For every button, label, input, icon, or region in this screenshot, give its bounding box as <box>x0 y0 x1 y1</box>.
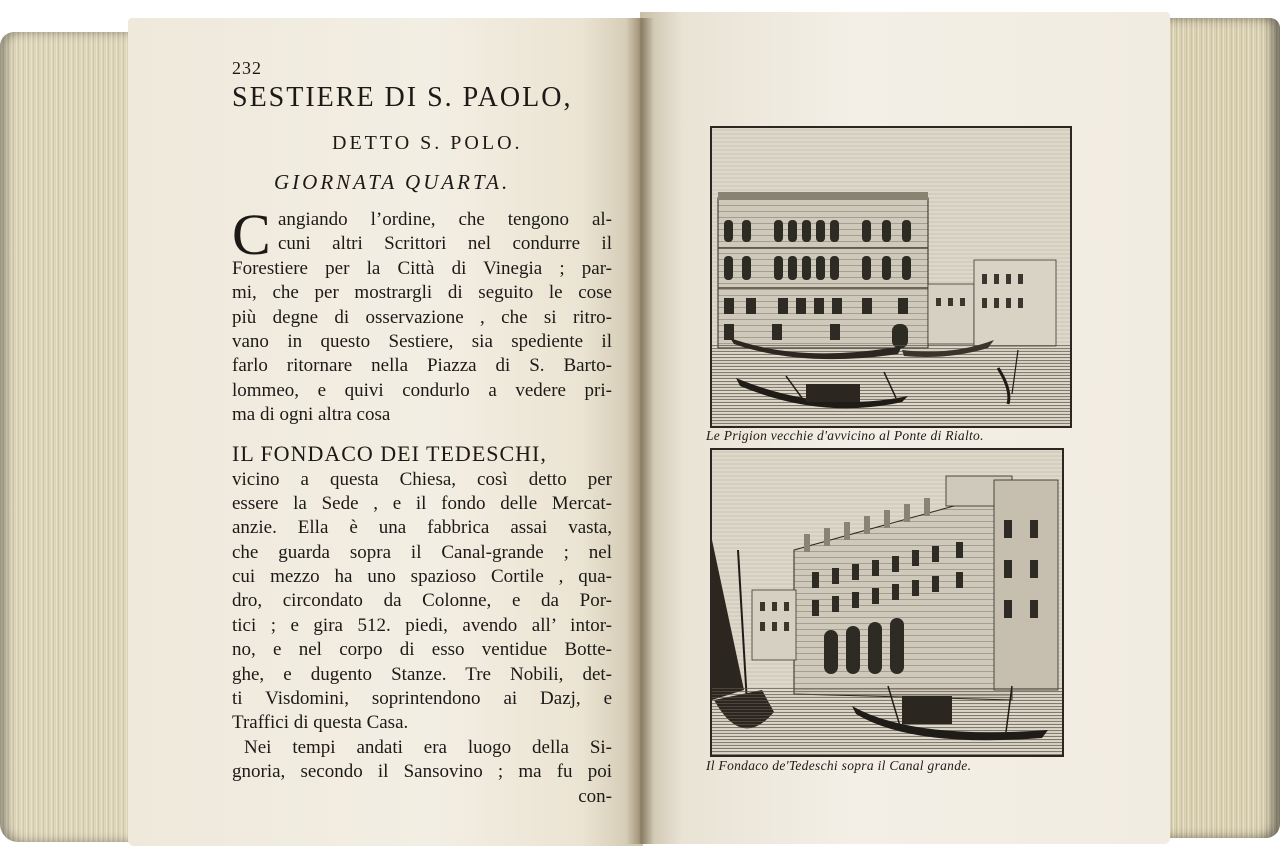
text-line: Traffici di questa Casa. <box>232 712 409 734</box>
engraving-prigioni-illustration <box>712 128 1070 426</box>
engraving-prigioni <box>710 126 1072 428</box>
text-line: gnoria, secondo il Sansovino ; ma fu poi <box>232 761 612 783</box>
open-book <box>0 10 1280 855</box>
text-line: no, e nel corpo di esso ventidue Botte- <box>232 639 612 661</box>
text-line: anzie. Ella è una fabbrica assai vasta, <box>232 517 612 539</box>
text-line: mi, che per mostrargli di seguito le cose <box>232 282 612 304</box>
text-line: farlo ritornare nella Piazza di S. Barto- <box>232 355 612 377</box>
text-line: che guarda sopra il Canal-grande ; nel <box>232 541 612 563</box>
text-line: dro, circondato da Colonne, e da Por- <box>232 590 612 612</box>
right-page-edges <box>1160 18 1280 838</box>
text-line: più degne di osservazione , che si ritro- <box>232 306 612 328</box>
page-subtitle: DETTO S. POLO. <box>332 132 523 154</box>
text-line: cuni altri Scrittori nel condurre il <box>278 233 612 255</box>
text-line: angiando l’ordine, che tengono al- <box>278 209 612 230</box>
drop-cap: C <box>232 202 271 267</box>
engraving-fondaco-illustration <box>712 450 1062 755</box>
day-heading: GIORNATA QUARTA. <box>274 170 511 194</box>
page-number: 232 <box>232 58 262 78</box>
text-line: cui mezzo ha uno spazioso Cortile , qua- <box>232 566 612 588</box>
book-gutter <box>626 18 654 844</box>
catchword: con- <box>578 785 612 807</box>
text-line: lommeo, e quivi condurlo a vedere pri- <box>232 379 612 401</box>
text-line: ti Visdomini, soprintendono ai Dazj, e <box>232 688 612 710</box>
text-line: essere la Sede , e il fondo delle Mercat- <box>232 492 612 514</box>
section-heading: IL FONDACO DEI TEDESCHI, <box>232 440 547 466</box>
caption-fondaco: Il Fondaco de'Tedeschi sopra il Canal grande. <box>706 758 972 773</box>
text-line: Nei tempi andati era luogo della Si- <box>244 736 612 758</box>
left-page-edges <box>0 32 140 842</box>
text-line: vano in questo Sestiere, sia spediente il <box>232 330 612 352</box>
text-line: ma di ogni altra cosa <box>232 404 391 426</box>
body-text <box>232 202 612 809</box>
text-line: Forestiere per la Città di Vinegia ; par- <box>232 257 612 279</box>
engraving-fondaco <box>710 448 1064 757</box>
text-line: tici ; e gira 512. piedi, avendo all’ intor- <box>232 614 612 636</box>
caption-prigioni: Le Prigion vecchie d'avvicino al Ponte di Rialto. <box>706 428 984 443</box>
text-line: vicino a questa Chiesa, così detto per <box>232 468 612 490</box>
text-line: ghe, e dugento Stanze. Tre Nobili, det- <box>232 663 612 685</box>
page-title: SESTIERE DI S. PAOLO, <box>232 82 573 113</box>
